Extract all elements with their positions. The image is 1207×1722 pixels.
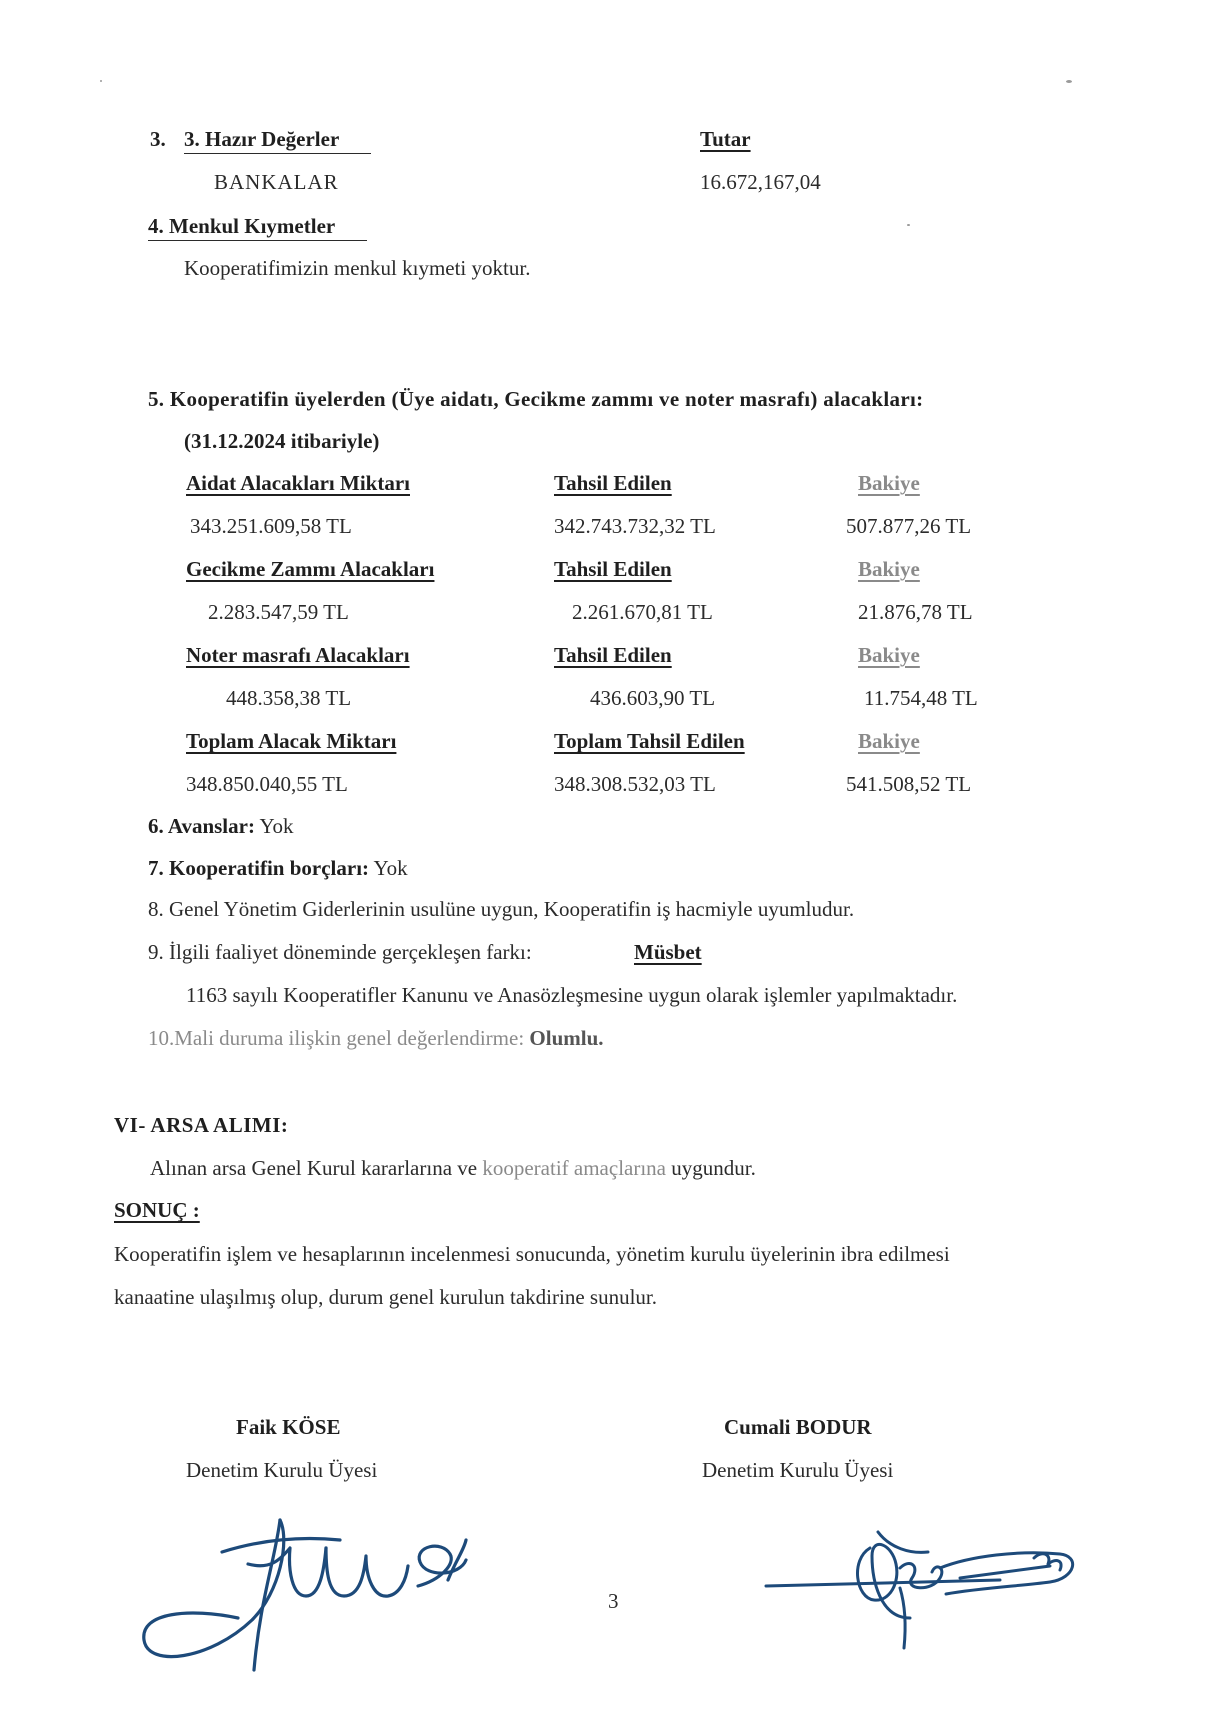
signature-cumali-bodur bbox=[760, 1508, 1090, 1658]
section-9-result: Müsbet bbox=[634, 940, 702, 964]
section-3-heading bbox=[184, 126, 371, 154]
receivable-amount: 348.850.040,55 TL bbox=[186, 772, 348, 796]
section-3-number: 3. bbox=[150, 127, 166, 151]
collected-label: Tahsil Edilen bbox=[554, 643, 672, 667]
section-7-value: Yok bbox=[373, 856, 408, 880]
collected-amount: 348.308.532,03 TL bbox=[554, 772, 716, 796]
section-vi-text-a: Alınan arsa Genel Kurul kararlarına ve bbox=[150, 1156, 478, 1180]
section-7 bbox=[148, 855, 408, 881]
section-9-note: 1163 sayılı Kooperatifler Kanunu ve Anasözleşmesine uygun olarak işlemler yapılmaktadır. bbox=[186, 983, 958, 1007]
signature-faik-kose bbox=[130, 1500, 470, 1680]
section-vi-text-b: kooperatif amaçlarına bbox=[482, 1156, 667, 1180]
section-10-result: Olumlu. bbox=[529, 1026, 604, 1050]
signatory-name: Faik KÖSE bbox=[236, 1415, 341, 1439]
collected-label: Tahsil Edilen bbox=[554, 471, 672, 495]
balance-label: Bakiye bbox=[858, 557, 920, 581]
page-number: 3 bbox=[608, 1589, 619, 1613]
collected-amount: 2.261.670,81 TL bbox=[572, 600, 713, 624]
collected-label: Toplam Tahsil Edilen bbox=[554, 729, 745, 753]
section-vi-text bbox=[150, 1155, 756, 1181]
signatory-name: Cumali BODUR bbox=[724, 1415, 872, 1439]
conclusion-heading: SONUÇ : bbox=[114, 1198, 200, 1222]
section-10 bbox=[148, 1025, 604, 1051]
section-7-label: 7. Kooperatifin borçları: bbox=[148, 856, 370, 880]
balance-label: Bakiye bbox=[858, 729, 920, 753]
section-10-text: 10.Mali duruma ilişkin genel değerlendirme: bbox=[148, 1026, 525, 1050]
conclusion-line-1: Kooperatifin işlem ve hesaplarının incelenmesi sonucunda, yönetim kurulu üyelerinin ibra edilmesi bbox=[114, 1242, 950, 1266]
banks-value: 16.672,167,04 bbox=[700, 170, 821, 194]
receivable-amount: 343.251.609,58 TL bbox=[190, 514, 352, 538]
collected-label: Tahsil Edilen bbox=[554, 557, 672, 581]
balance-label: Bakiye bbox=[858, 643, 920, 667]
collected-amount: 342.743.732,32 TL bbox=[554, 514, 716, 538]
scan-speck bbox=[1066, 80, 1072, 83]
section-6-label: 6. Avanslar: bbox=[148, 814, 255, 838]
banks-label: BANKALAR bbox=[214, 170, 339, 194]
balance-amount: 541.508,52 TL bbox=[846, 772, 972, 796]
section-4-heading bbox=[148, 213, 367, 241]
conclusion-line-2: kanaatine ulaşılmış olup, durum genel kurulun takdirine sunulur. bbox=[114, 1285, 657, 1309]
section-vi-heading: VI- ARSA ALIMI: bbox=[114, 1113, 289, 1137]
section-6 bbox=[148, 813, 294, 839]
scan-speck bbox=[100, 80, 102, 82]
balance-amount: 21.876,78 TL bbox=[858, 600, 973, 624]
receivable-amount: 448.358,38 TL bbox=[226, 686, 352, 710]
receivable-amount: 2.283.547,59 TL bbox=[208, 600, 349, 624]
section-4-heading-text: 4. Menkul Kıymetler bbox=[148, 213, 367, 241]
balance-label: Bakiye bbox=[858, 471, 920, 495]
balance-amount: 11.754,48 TL bbox=[864, 686, 978, 710]
balance-amount: 507.877,26 TL bbox=[846, 514, 972, 538]
section-9-text: 9. İlgili faaliyet döneminde gerçekleşen farkı: bbox=[148, 940, 532, 964]
receivable-label: Aidat Alacakları Miktarı bbox=[186, 471, 410, 495]
signatory-role: Denetim Kurulu Üyesi bbox=[186, 1458, 378, 1482]
signatory-role: Denetim Kurulu Üyesi bbox=[702, 1458, 894, 1482]
section-6-value: Yok bbox=[259, 814, 294, 838]
collected-amount: 436.603,90 TL bbox=[590, 686, 716, 710]
section-8: 8. Genel Yönetim Giderlerinin usulüne uygun, Kooperatifin iş hacmiyle uyumludur. bbox=[148, 897, 855, 921]
receivable-label: Toplam Alacak Miktarı bbox=[186, 729, 397, 753]
section-5-date: (31.12.2024 itibariyle) bbox=[184, 429, 380, 453]
section-5-title: 5. Kooperatifin üyelerden (Üye aidatı, Gecikme zammı ve noter masrafı) alacakları: bbox=[148, 387, 924, 411]
section-3-heading-text: 3. Hazır Değerler bbox=[184, 126, 371, 154]
receivable-label: Gecikme Zammı Alacakları bbox=[186, 557, 435, 581]
receivable-label: Noter masrafı Alacakları bbox=[186, 643, 410, 667]
scan-speck bbox=[907, 224, 910, 226]
section-vi-text-c: uygundur. bbox=[671, 1156, 756, 1180]
amount-header: Tutar bbox=[700, 127, 751, 151]
section-4-text: Kooperatifimizin menkul kıymeti yoktur. bbox=[184, 256, 531, 280]
